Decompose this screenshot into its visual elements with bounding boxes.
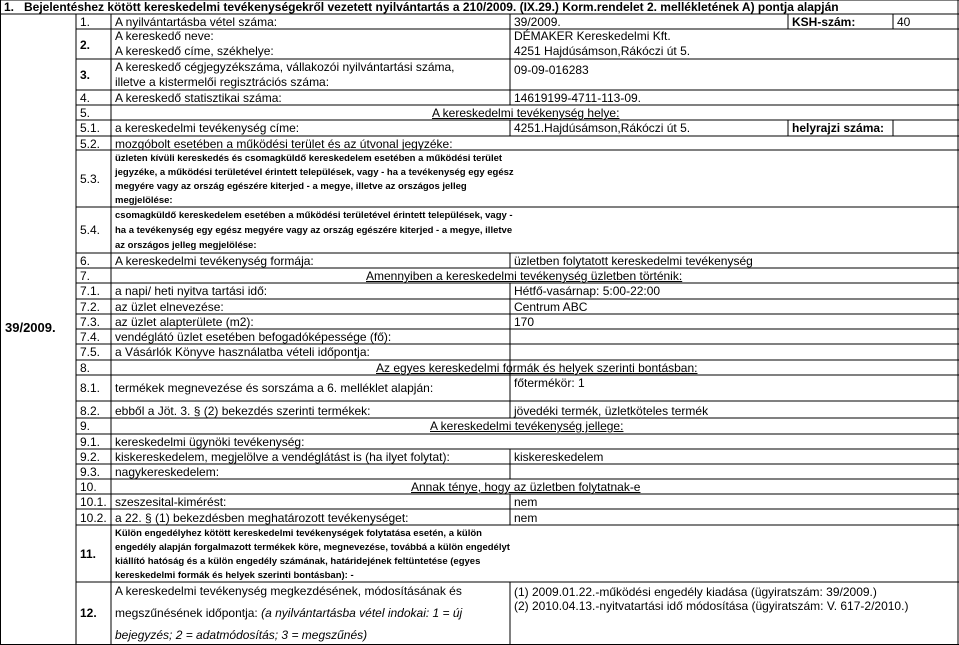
- row-label: kiállító hatóság és a külön engedély számának, határidejének feltüntetése (egyes: [115, 556, 481, 567]
- hrsz-label: helyrajzi száma:: [792, 121, 885, 135]
- row-label: Külön engedélyhez kötött kereskedelmi tevékenységek folytatása esetén, a külön: [115, 528, 482, 539]
- row-number: 5.1.: [80, 121, 101, 135]
- row-label: szeszesital-kimérést:: [115, 495, 227, 509]
- row-label: az üzlet alapterülete (m2):: [115, 315, 254, 329]
- row-number: 3.: [80, 68, 91, 82]
- row-number: 5.: [80, 106, 91, 120]
- section-heading: A kereskedelmi tevékenység helye:: [432, 106, 620, 120]
- row-number: 4.: [80, 91, 91, 105]
- ksh-value: 40: [897, 15, 911, 29]
- row-label: illetve a kistermelői regisztrációs száma:: [115, 75, 330, 89]
- row-label: A kereskedő statisztikai száma:: [115, 91, 282, 105]
- row-label: üzleten kívüli kereskedés és csomagküldő kereskedelem esetében a működési terület: [115, 153, 503, 164]
- row-value: 39/2009.: [514, 15, 561, 29]
- row-number: 7.2.: [80, 300, 101, 314]
- row-value: 14619199-4711-113-09.: [514, 91, 641, 105]
- row-label: a napi/ heti nyitva tartási idő:: [115, 284, 268, 298]
- row-label: ebből a Jöt. 3. § (2) bekezdés szerinti termékek:: [115, 404, 371, 418]
- row-value: 4251.Hajdúsámson,Rákóczi út 5.: [514, 121, 691, 135]
- row-label: A kereskedelmi tevékenység formája:: [115, 254, 314, 268]
- header-number: 1.: [4, 0, 15, 14]
- row-label: kereskedelmi formák és helyek szerinti bontásban): -: [115, 570, 354, 581]
- row-label: nagykereskedelem:: [115, 465, 220, 479]
- row-number: 10.1.: [80, 495, 107, 509]
- row-label: A kereskedelmi tevékenység megkezdésének, módosításának és: [115, 584, 462, 598]
- row-label-note: (a nyilvántartásba vétel indokai: 1 = új: [257, 606, 463, 620]
- row-label: A kereskedő neve:: [115, 29, 214, 43]
- row-number: 8.1.: [80, 381, 101, 395]
- row-label: termékek megnevezése és sorszáma a 6. melléklet alapján:: [115, 381, 434, 395]
- row-value: (1) 2009.01.22.-működési engedély kiadása (ügyiratszám: 39/2009.): [514, 585, 877, 599]
- row-label: A kereskedő címe, székhelye:: [115, 44, 274, 58]
- row-number: 9.3.: [80, 465, 101, 479]
- row-label: az országos jelleg megjelölése:: [115, 240, 257, 251]
- row-number: 7.1.: [80, 284, 101, 298]
- row-value: nem: [514, 495, 538, 509]
- row-number: 10.2.: [80, 511, 107, 525]
- row-number: 5.4.: [80, 223, 101, 237]
- row-value: Hétfő-vasárnap: 5:00-22:00: [514, 284, 661, 298]
- row-number: 8.2.: [80, 404, 101, 418]
- row-value: főtermékör: 1: [514, 376, 585, 390]
- row-number: 2.: [80, 38, 91, 52]
- row-label-note: bejegyzés; 2 = adatmódosítás; 3 = megszűnés): [115, 628, 368, 642]
- row-number: 10.: [80, 480, 97, 494]
- row-number: 7.5.: [80, 345, 101, 359]
- row-number: 5.2.: [80, 137, 101, 151]
- section-heading: Az egyes kereskedelmi formák és helyek szerinti bontásban:: [376, 361, 698, 375]
- row-number: 5.3.: [80, 172, 101, 186]
- registry-id: 39/2009.: [5, 320, 56, 335]
- row-label: mozgóbolt esetében a működési terület és az útvonal jegyzéke:: [115, 137, 453, 151]
- row-value: Centrum ABC: [514, 300, 588, 314]
- row-label: A kereskedő cégjegyzékszáma, vállakozói nyilvántartási száma,: [115, 60, 455, 74]
- row-label: A nyilvántartásba vétel száma:: [115, 15, 278, 29]
- row-label: [115, 606, 462, 620]
- row-number: 12.: [80, 606, 97, 620]
- row-label: megyére vagy az ország egészére kiterjed - a megye, illetve az országos jelleg: [115, 181, 467, 192]
- row-label: engedély alapján forgalmazott termékek köre, megnevezése, továbbá a külön engedélyt: [115, 542, 510, 553]
- row-value: 09-09-016283: [514, 63, 589, 77]
- row-label: vendéglátó üzlet esetében befogadóképessége (fő):: [115, 330, 392, 344]
- row-value: DÉMAKER Kereskedelmi Kft.: [514, 29, 671, 43]
- row-number: 7.4.: [80, 330, 101, 344]
- row-number: 9.1.: [80, 435, 101, 449]
- section-heading: A kereskedelmi tevékenység jellege:: [430, 419, 624, 433]
- row-label: csomagküldő kereskedelem esetében a működési területével érintett települések, vagy -: [115, 210, 513, 221]
- row-value: 4251 Hajdúsámson,Rákóczi út 5.: [514, 44, 691, 58]
- page-title: Bejelentéshez kötött kereskedelmi tevékenységekről vezetett nyilvántartás a 210/2009. (IX.29.) Korm.rendelet 2. mellékletének A) pontja alapján: [24, 0, 839, 14]
- row-label-main: megszűnésének időpontja:: [115, 606, 258, 620]
- row-label: ha a tevékenység egy egész megyére vagy az ország egészére kiterjed - a megye, illetve: [115, 225, 513, 236]
- ksh-label: KSH-szám:: [792, 15, 856, 29]
- row-value: nem: [514, 511, 538, 525]
- row-number: 9.: [80, 419, 91, 433]
- row-number: 7.: [80, 269, 91, 283]
- row-number: 7.3.: [80, 315, 101, 329]
- row-number: 1.: [80, 15, 91, 29]
- row-number: 6.: [80, 254, 91, 268]
- row-label: kiskereskedelem, megjelölve a vendéglátást is (ha ilyet folytat):: [115, 450, 450, 464]
- row-label: megjelölése:: [115, 195, 173, 206]
- row-label: kereskedelmi ügynöki tevékenység:: [115, 435, 305, 449]
- row-value: jövedéki termék, üzletköteles termék: [514, 404, 709, 418]
- section-heading: Annak ténye, hogy az üzletben folytatnak-e: [411, 480, 641, 494]
- row-label: jegyzéke, a működési területével érintett települések, vagy - ha a tevékenység egy egész: [115, 167, 514, 178]
- row-value: üzletben folytatott kereskedelmi tevékenység: [514, 254, 753, 268]
- row-value: 170: [514, 315, 535, 329]
- row-number: 9.2.: [80, 450, 101, 464]
- row-value: (2) 2010.04.13.-nyitvatartási idő módosítása (ügyiratszám: V. 617-2/2010.): [514, 599, 909, 613]
- row-label: a 22. § (1) bekezdésben meghatározott tevékenységet:: [115, 511, 409, 525]
- row-label: a Vásárlók Könyve használatba vételi időpontja:: [115, 345, 370, 359]
- row-number: 8.: [80, 361, 91, 375]
- section-heading: Amennyiben a kereskedelmi tevékenység üzletben történik:: [366, 269, 683, 283]
- row-number: 11.: [80, 547, 97, 561]
- row-value: kiskereskedelem: [514, 450, 604, 464]
- row-label: az üzlet elnevezése:: [115, 300, 224, 314]
- row-label: a kereskedelmi tevékenység címe:: [115, 121, 300, 135]
